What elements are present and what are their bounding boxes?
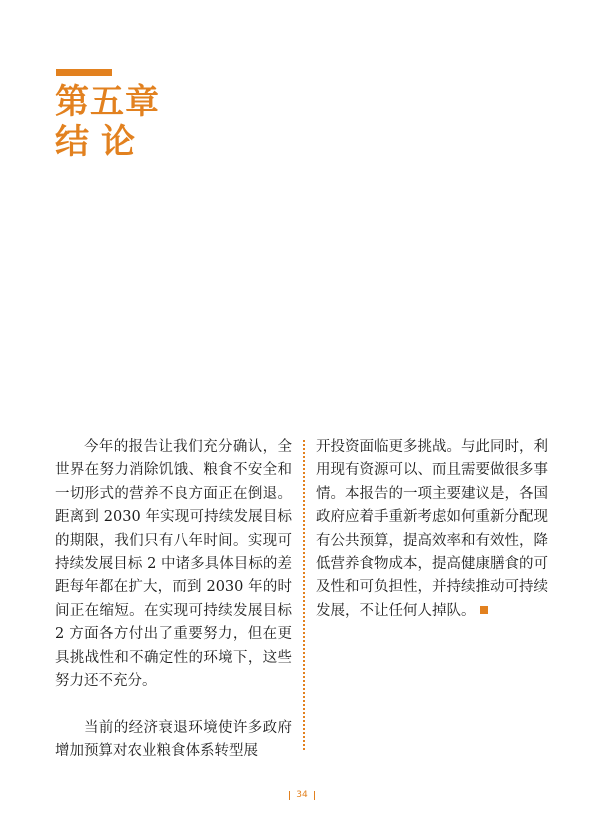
footer-right-rule [314,791,315,800]
left-column [55,436,292,764]
body-paragraph-text: 开投资面临更多挑战。与此同时，利用现有资源可以、而且需要做很多事情。本报告的一项主要建议是，各国政府应着手重新考虑如何重新分配现有公共预算，提高效率和有效性，降低营养食物成本，提高健康膳食的可及性和可负担性，并持续推动可持续发展，不让任何人掉队。 [316,439,548,619]
column-divider [303,440,305,750]
page-footer [0,790,604,801]
chapter-title: 结论 [55,122,147,162]
body-paragraph-continued [316,436,548,623]
chapter-accent-bar [56,69,112,76]
chapter-heading [55,82,160,162]
page-number: 34 [296,790,308,800]
body-paragraph: 今年的报告让我们充分确认，全世界在努力消除饥饿、粮食不安全和一切形式的营养不良方面正在倒退。距离到 2030 年实现可持续发展目标的期限，我们只有八年时间。实现可持续发展目标 2 中诸多具体目标的差距每年都在扩大，而到 2030 年的时间正在缩短。在实现可持续发展目标 2 方面各方付出了重要努力，但在更具挑战性和不确定性的环境下，这些努力还不充分。 [55,439,292,690]
chapter-number: 第五章 [55,82,160,122]
end-of-article-mark [480,606,488,614]
right-column [316,436,548,623]
footer-left-rule [289,791,290,800]
body-paragraph: 当前的经济衰退环境使许多政府增加预算对农业粮食体系转型展 [55,719,292,760]
